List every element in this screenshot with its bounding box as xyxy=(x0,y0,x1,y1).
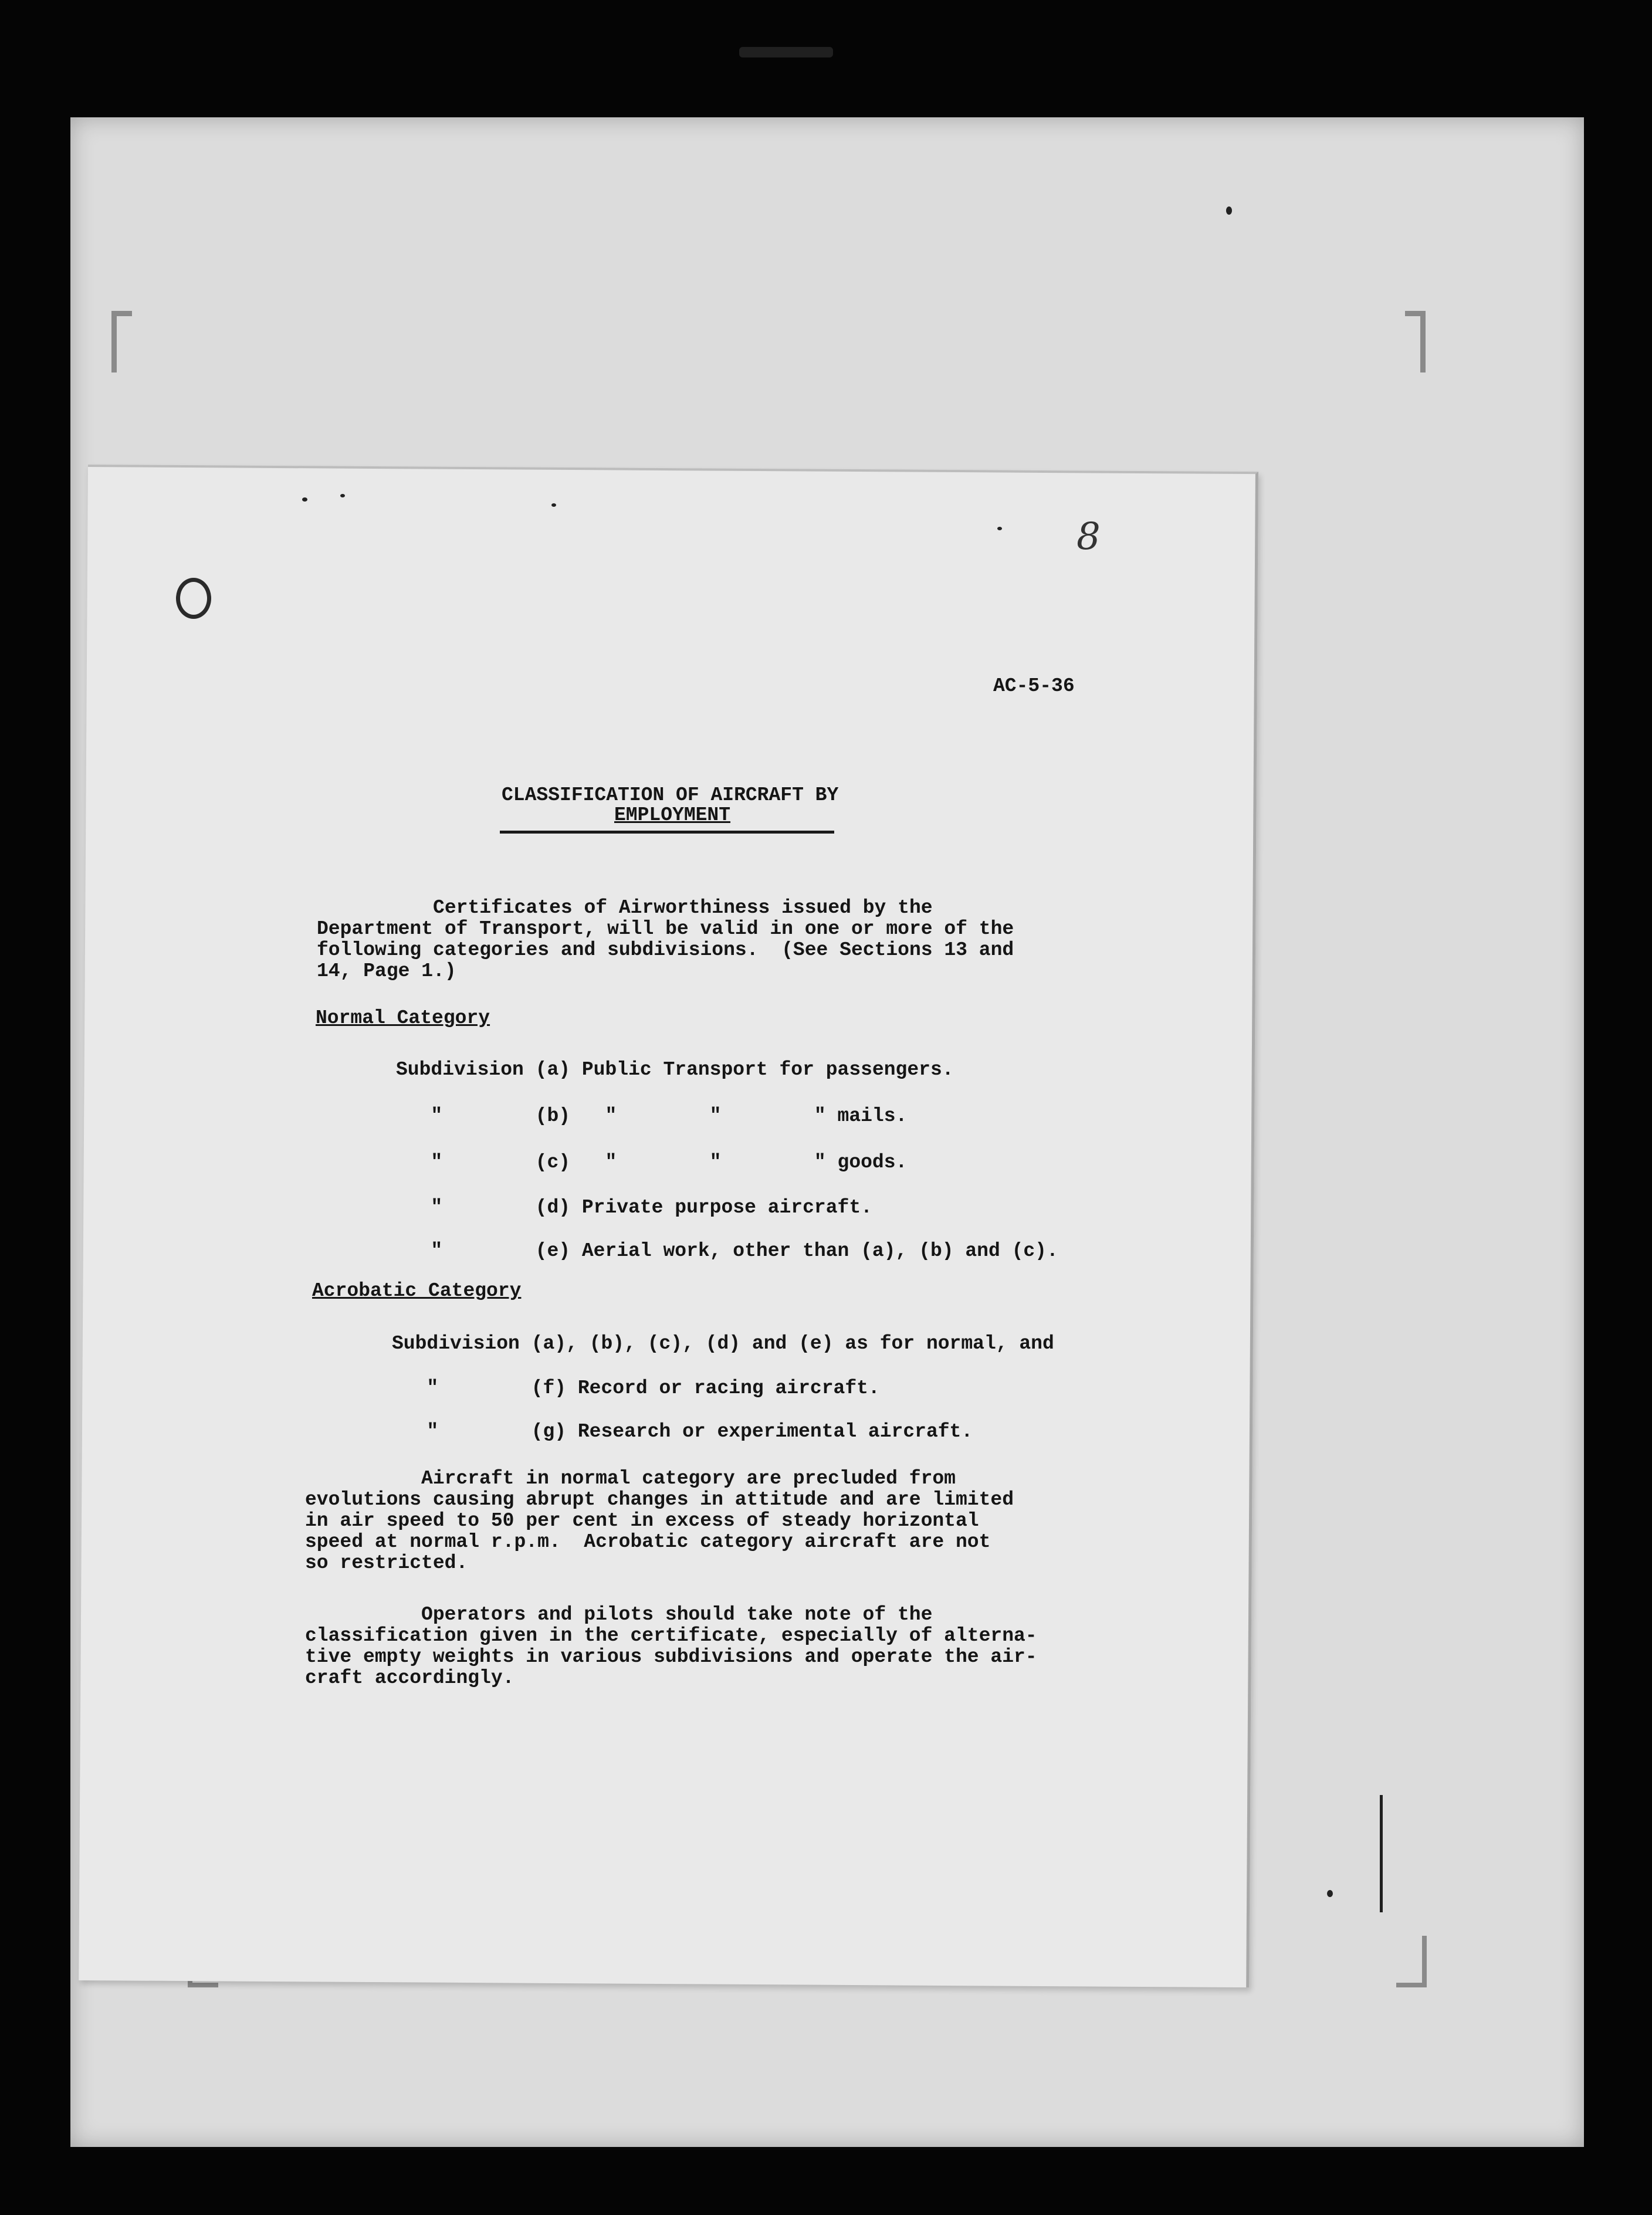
title-line-1: CLASSIFICATION OF AIRCRAFT BY xyxy=(502,784,839,806)
operators-paragraph-line: classification given in the certificate, especially of alterna- xyxy=(305,1625,1037,1647)
restriction-paragraph-line: Aircraft in normal category are precluded from xyxy=(305,1468,956,1489)
acrobatic-subdivision-line: " (f) Record or racing aircraft. xyxy=(392,1377,880,1399)
acrobatic-subdivision-line: Subdivision (a), (b), (c), (d) and (e) as for normal, and xyxy=(392,1333,1054,1354)
intro-line: Certificates of Airworthiness issued by the xyxy=(317,897,933,919)
crop-mark-top-right xyxy=(1405,311,1426,372)
crop-mark-bottom-right xyxy=(1396,1936,1427,1987)
dust-speck xyxy=(997,527,1002,530)
restriction-paragraph-line: so restricted. xyxy=(305,1552,468,1574)
page-number: 8 xyxy=(1076,515,1101,558)
acrobatic-subdivision-line: " (g) Research or experimental aircraft. xyxy=(392,1421,973,1442)
title-line-2: EMPLOYMENT xyxy=(614,804,731,826)
intro-line: 14, Page 1.) xyxy=(317,960,456,982)
operators-paragraph-line: tive empty weights in various subdivisions and operate the air- xyxy=(305,1646,1037,1668)
dust-speck xyxy=(1327,1890,1333,1897)
crop-mark-top-left xyxy=(111,311,132,372)
normal-subdivision-line: Subdivision (a) Public Transport for passengers. xyxy=(396,1059,954,1081)
intro-line: following categories and subdivisions. (See Sections 13 and xyxy=(317,939,1014,961)
normal-category-heading: Normal Category xyxy=(316,1007,490,1029)
punch-hole-mark xyxy=(176,578,211,619)
dust-speck xyxy=(302,497,307,502)
acrobatic-category-heading: Acrobatic Category xyxy=(312,1280,522,1302)
document-page xyxy=(79,465,1258,1987)
operators-paragraph-line: Operators and pilots should take note of the xyxy=(305,1604,933,1625)
dust-speck xyxy=(340,494,345,497)
margin-line xyxy=(1380,1795,1383,1912)
operators-paragraph-line: craft accordingly. xyxy=(305,1667,514,1689)
title-underline xyxy=(500,831,834,834)
intro-line: Department of Transport, will be valid in one or more of the xyxy=(317,918,1014,940)
dust-speck xyxy=(551,503,556,507)
restriction-paragraph-line: speed at normal r.p.m. Acrobatic category aircraft are not xyxy=(305,1531,991,1553)
normal-subdivision-line: " (e) Aerial work, other than (a), (b) and (c). xyxy=(396,1240,1058,1262)
restriction-paragraph-line: evolutions causing abrupt changes in attitude and are limited xyxy=(305,1489,1014,1510)
restriction-paragraph-line: in air speed to 50 per cent in excess of steady horizontal xyxy=(305,1510,979,1532)
normal-subdivision-line: " (b) " " " mails. xyxy=(396,1105,908,1127)
film-smudge xyxy=(739,47,833,57)
normal-subdivision-line: " (d) Private purpose aircraft. xyxy=(396,1197,872,1218)
document-code: AC-5-36 xyxy=(993,675,1075,697)
normal-subdivision-line: " (c) " " " goods. xyxy=(396,1151,908,1173)
dust-speck xyxy=(1226,206,1232,215)
